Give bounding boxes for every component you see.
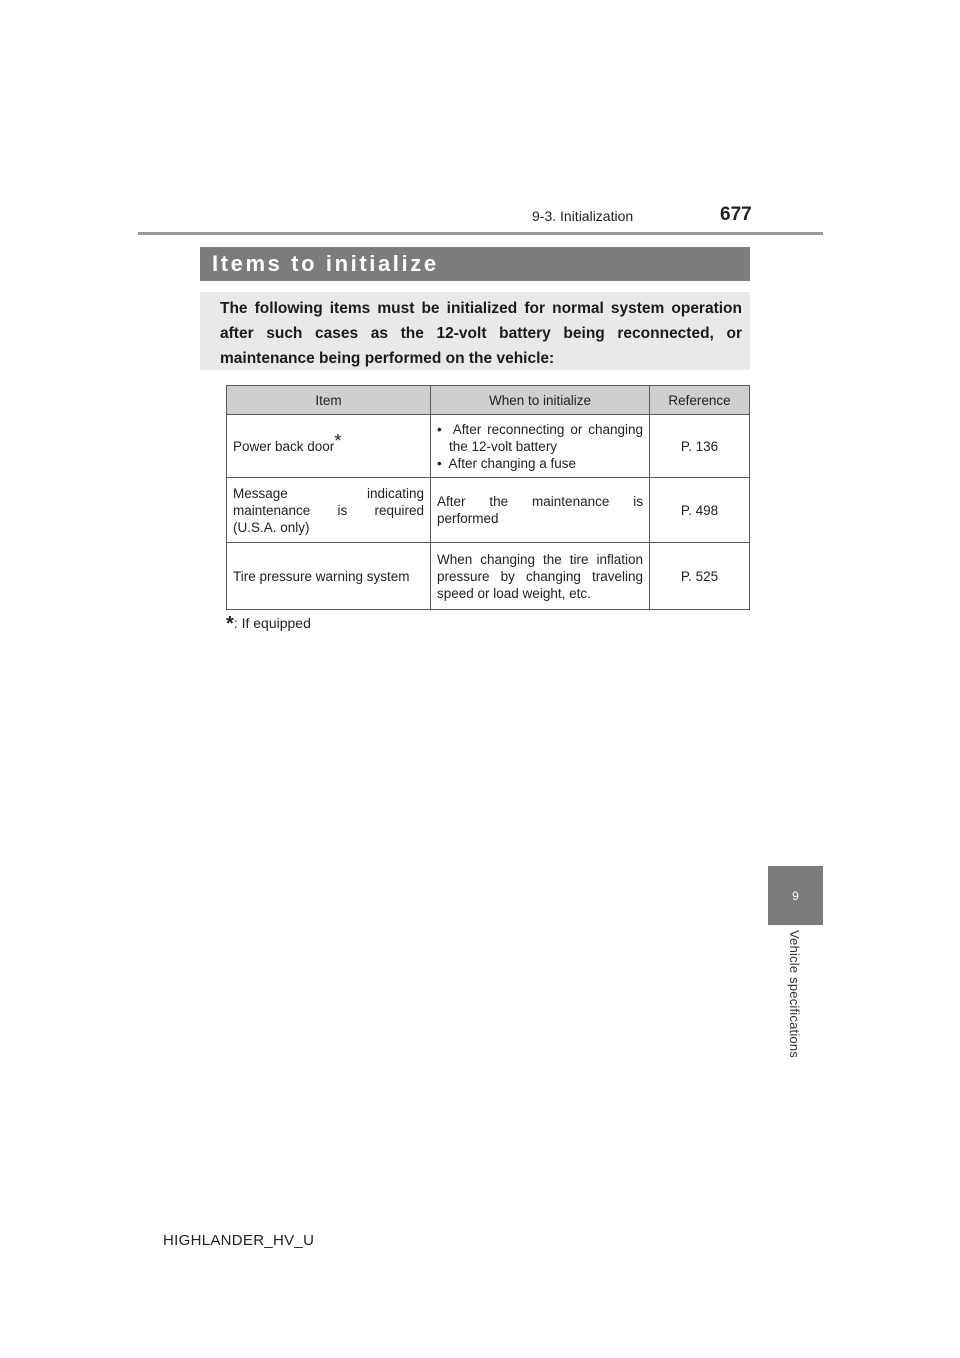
intro-text: The following items must be initialized for normal system operation after such cases as the 12-volt battery being reconnected, or maintenance being performed on the vehicle: xyxy=(220,300,742,367)
reference-cell: P. 525 xyxy=(650,543,750,610)
item-cell: Message indicating maintenance is required (U.S.A. only) xyxy=(227,478,431,543)
table-header-row xyxy=(227,386,750,415)
chapter-tab xyxy=(768,866,823,925)
chapter-number: 9 xyxy=(792,888,799,903)
chapter-label: Vehicle specifications xyxy=(786,930,802,1058)
when-cell xyxy=(431,415,650,478)
chapter-label-wrap xyxy=(768,930,823,1075)
item-text: Power back door xyxy=(233,438,335,454)
reference-cell: P. 498 xyxy=(650,478,750,543)
equipped-mark: * xyxy=(334,430,342,451)
when-bullet: • After changing a fuse xyxy=(437,455,577,471)
table-row xyxy=(227,415,750,478)
when-bullet: • After reconnecting or changing the 12-volt battery xyxy=(437,421,643,454)
footnote xyxy=(226,613,311,636)
initialize-table xyxy=(226,385,750,610)
column-header-when: When to initialize xyxy=(431,386,650,415)
item-cell xyxy=(227,415,431,478)
footnote-mark: * xyxy=(226,613,234,635)
table-row xyxy=(227,478,750,543)
page-number: 677 xyxy=(720,204,752,225)
when-cell: When changing the tire inflation pressure by changing traveling speed or load weight, etc. xyxy=(431,543,650,610)
item-cell: Tire pressure warning system xyxy=(227,543,431,610)
section-title-bar xyxy=(200,247,750,281)
footer-model-code: HIGHLANDER_HV_U xyxy=(163,1232,315,1249)
section-title: Items to initialize xyxy=(212,251,439,276)
column-header-reference: Reference xyxy=(650,386,750,415)
reference-cell: P. 136 xyxy=(650,415,750,478)
footnote-text: : If equipped xyxy=(233,615,311,631)
header-rule xyxy=(138,232,823,235)
table-row xyxy=(227,543,750,610)
when-cell: After the maintenance is performed xyxy=(431,478,650,543)
intro-box xyxy=(200,292,750,370)
header-section-title: 9-3. Initialization xyxy=(532,208,634,224)
column-header-item: Item xyxy=(227,386,431,415)
